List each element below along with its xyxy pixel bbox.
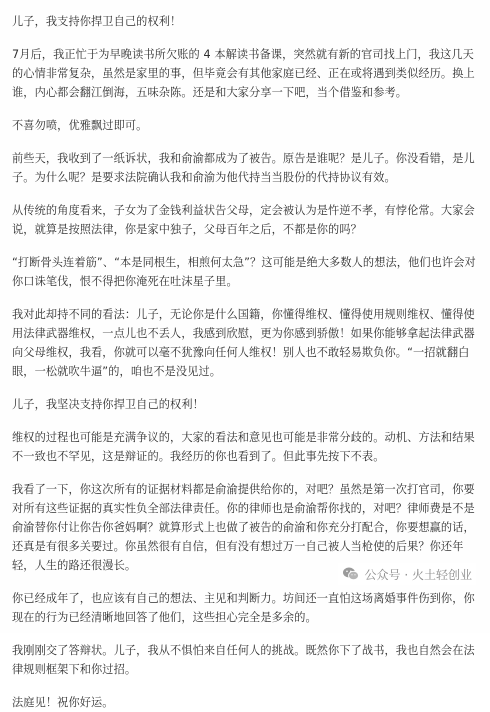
- paragraph-title: 儿子，我支持你捍卫自己的权利！: [12, 15, 182, 28]
- paragraph-evidence: 我看了一下，你这次所有的证据材料都是俞渝提供给你的，对吧？虽然是第一次打官司，你要对所有这些证据的真实性负全部法律责任。你的律师也是俞渝帮你找的，对吧？律师费是不是俞渝替你付让你告你爸妈啊？就算形式上也做了被告的俞渝和你充分打配合，你要想赢的话，还真是有很多关要过。你虽然很有自信，但有没有想过万一自己被人当枪使的后果？你还年轻，人生的路还很漫长。: [12, 483, 475, 572]
- paragraph-adult: 你已经成年了，也应该有自己的想法、主见和判断力。坊间还一直怕这场离婚事件伤到你，你现在的行为已经清晰地回答了他们，这些担心完全是多余的。: [12, 592, 475, 624]
- paragraph-closing: 法庭见！祝你好运。: [12, 696, 114, 709]
- paragraph-lawsuit: 前些天，我收到了一纸诉状，我和俞渝都成为了被告。原告是谁呢？是儿子。你没看错，是儿子。为什么呢？是要求法院确认我和俞渝为他代持当当股份的代持协议有效。: [12, 152, 475, 184]
- wechat-icon: [342, 565, 360, 583]
- watermark: [338, 563, 476, 585]
- paragraph-tradition: 从传统的角度看来，子女为了金钱利益状告父母，定会被认为是忤逆不孝，有悖伦常。大家会说，就算是按照法律，你是家中独子，父母百年之后，不都是你的吗？: [12, 204, 475, 236]
- paragraph-support: 我对此却持不同的看法：儿子，无论你是什么国籍，你懂得维权、懂得使用规则维权、懂得使用法律武器维权，一点儿也不丢人，我感到欣慰，更为你感到骄傲！如果你能够拿起法律武器向父母维权，我看，你就可以毫不犹豫向任何人维权！别人也不敢轻易欺负你。“一招就翻白眼，一松就吹牛逼”的，咱也不是没见过。: [12, 308, 475, 378]
- paragraph-intro: 7月后，我正忙于为早晚读书所欠账的 4 本解读书备课，突然就有新的官司找上门，我这几天的心情非常复杂，虽然是家里的事，但毕竟会有其他家庭已经、正在或将遇到类似经历。换上谁，内心都会翻江倒海，五味杂陈。还是和大家分享一下吧，当个借鉴和参考。: [12, 48, 475, 99]
- watermark-text: 公众号 · 火土轻创业: [364, 567, 472, 582]
- paragraph-disclaimer: 不喜勿喷，优雅飘过即可。: [12, 119, 148, 132]
- paragraph-firm-support: 儿子，我坚决支持你捍卫自己的权利！: [12, 398, 204, 411]
- paragraph-idioms: “打断骨头连着筋”、“本是同根生，相煎何太急”？这可能是绝大多数人的想法，他们也许会对你口诛笔伐，恨不得把你淹死在吐沫星子里。: [12, 256, 476, 288]
- paragraph-process: 维权的过程也可能是充满争议的，大家的看法和意见也可能是非常分歧的。动机、方法和结果不一致也不罕见，这是辩证的。我经历的你也看到了。但此事先按下不表。: [12, 431, 475, 463]
- paragraph-response: 我刚刚交了答辩状。儿子，我从不惧怕来自任何人的挑战。既然你下了战书，我也自然会在法律规则框架下和你过招。: [12, 644, 475, 676]
